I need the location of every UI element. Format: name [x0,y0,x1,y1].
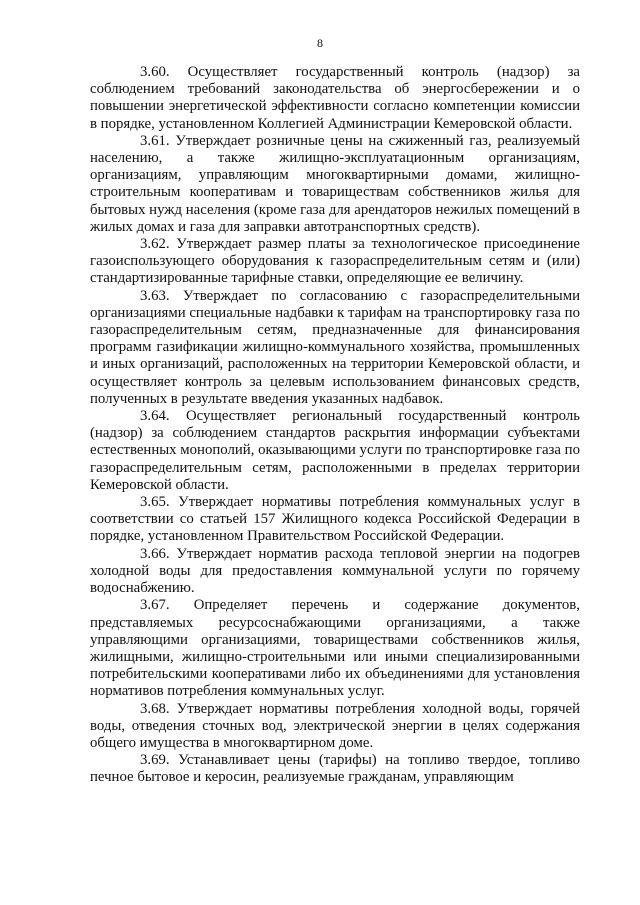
paragraph-3-64: 3.64. Осуществляет региональный государственный контроль (надзор) за соблюдением стандартов раскрытия информации субъектами естественных монополий, оказывающими услуги по транспортировке газа по газораспределительным сетям, расположенными в пределах территории Кемеровской области. [90,408,580,493]
paragraph-3-68: 3.68. Утверждает нормативы потребления холодной воды, горячей воды, отведения сточных вод, электрической энергии в целях содержания общего имущества в многоквартирном доме. [90,700,580,751]
paragraph-3-69: 3.69. Устанавливает цены (тарифы) на топливо твердое, топливо печное бытовое и керосин, реализуемые гражданам, управляющим [90,752,580,786]
paragraph-3-63: 3.63. Утверждает по согласованию с газораспределительными организациями специальные надбавки к тарифам на транспортировку газа по газораспределительным сетям, предназначенные для финансирования программ газификации жилищно-коммунального хозяйства, промышленных и иных организаций, расположенных на территории Кемеровской области, и осуществляет контроль за целевым использованием финансовых средств, полученных в результате введения указанных надбавок. [90,287,580,407]
paragraph-3-67: 3.67. Определяет перечень и содержание документов, представляемых ресурсоснабжающими организациями, а также управляющими организациями, товариществами собственников жилья, жилищными, жилищно-строительными или иными специализированными потребительскими кооперативами либо их объединениями для установления нормативов потребления коммунальных услуг. [90,597,580,700]
page-number: 8 [317,36,323,50]
document-body [90,64,580,787]
paragraph-3-65: 3.65. Утверждает нормативы потребления коммунальных услуг в соответствии со статьей 157 Жилищного кодекса Российской Федерации в порядке, установленном Правительством Российской Федерации. [90,494,580,545]
paragraph-3-66: 3.66. Утверждает норматив расхода тепловой энергии на подогрев холодной воды для предоставления коммунальной услуги по горячему водоснабжению. [90,545,580,597]
paragraph-3-61: 3.61. Утверждает розничные цены на сжиженный газ, реализуемый населению, а также жилищно-эксплуатационным организациям, организациям, управляющим многоквартирными домами, жилищно-строительным кооперативам и товариществам собственников жилья для бытовых нужд населения (кроме газа для арендаторов нежилых помещений в жилых домах и газа для заправки автотранспортных средств). [90,132,581,235]
paragraph-3-62: 3.62. Утверждает размер платы за технологическое присоединение газоиспользующего оборудования к газораспределительным сетям и (или) стандартизированные тарифные ставки, определяющие ее величину. [90,236,580,287]
paragraph-3-60: 3.60. Осуществляет государственный контроль (надзор) за соблюдением требований законодательства об энергосбережении и о повышении энергетической эффективности согласно компетенции комиссии в порядке, установленном Коллегией Администрации Кемеровской области. [90,64,580,132]
